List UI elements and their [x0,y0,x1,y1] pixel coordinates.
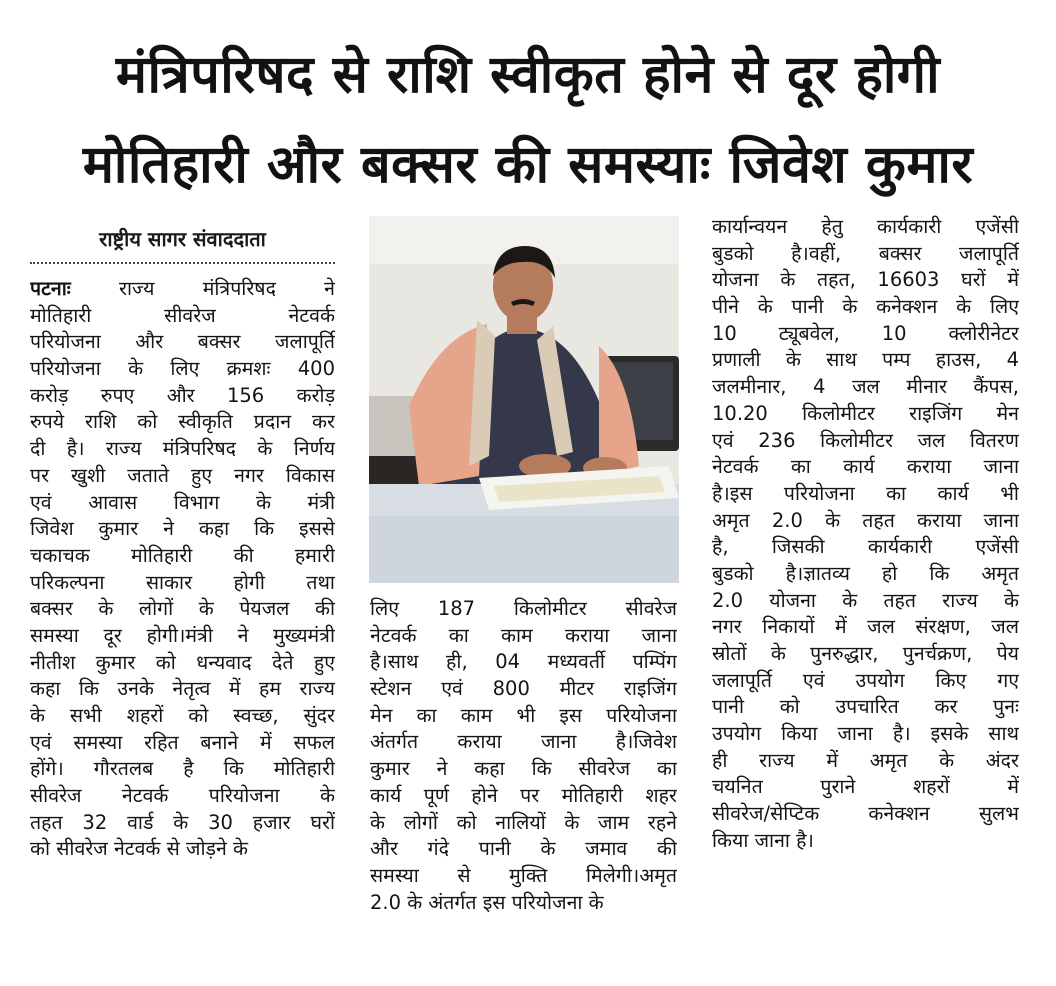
article-column-middle [370,596,677,916]
byline: राष्ट्रीय सागर संवाददाता [99,227,266,251]
text-line: 10.20 किलोमीटर राइजिंग मेन [712,401,1019,425]
text-line: समस्या से मुक्ति मिलेगी।अमृत [370,863,677,887]
text-line: एवं 236 किलोमीटर जल वितरण [712,428,1019,452]
text-line: रुपये राशि को स्वीकृति प्रदान कर [30,410,335,434]
article-photo [369,216,679,583]
text-line: बुडको है।वहीं, बक्सर जलापूर्ति [712,241,1019,265]
text-line: जिवेश कुमार ने कहा कि इससे [30,517,335,541]
text-line: लिए 187 किलोमीटर सीवरेज [370,597,677,620]
text-line: परियोजना के लिए क्रमशः 400 [30,357,335,381]
text-line: प्रणाली के साथ पम्प हाउस, 4 [712,348,1019,372]
text-line: नेटवर्क का काम कराया जाना [370,623,677,647]
text-line: दी है। राज्य मंत्रिपरिषद के निर्णय [30,437,335,461]
text-line: एवं आवास विभाग के मंत्री [30,490,335,514]
text-line: पानी को उपचारित कर पुनः [712,695,1019,719]
text-line [30,276,335,303]
text-line: है।साथ ही, 04 मध्यवर्ती पम्पिंग [370,650,677,674]
text-line: मेन का काम भी इस परियोजना [370,703,677,727]
text-line: और गंदे पानी के जमाव की [370,837,677,861]
text-line: अमृत 2.0 के तहत कराया जाना [712,508,1019,532]
text-line: नगर निकायों में जल संरक्षण, जल [712,615,1019,639]
text-line: के सभी शहरों को स्वच्छ, सुंदर [30,704,335,727]
text-line: स्टेशन एवं 800 मीटर राइजिंग [370,677,677,701]
text-line: परियोजना और बक्सर जलापूर्ति [30,330,335,354]
text-line: पर खुशी जताते हुए नगर विकास [30,463,335,487]
text-line: नीतीश कुमार को धन्यवाद देते हुए [30,650,335,674]
text-line: चकाचक मोतिहारी की हमारी [30,543,335,567]
text-line: करोड़ रुपए और 156 करोड़ [30,383,335,407]
text-line: होंगे। गौरतलब है कि मोतिहारी [30,757,335,781]
text-line: कहा कि उनके नेतृत्व में हम राज्य [30,677,335,701]
text-line: 2.0 के अंतर्गत इस परियोजना के [370,890,604,914]
headline-line-2: मोतिहारी और बक्सर की समस्याः जिवेश कुमार [82,135,974,195]
article-column-right [712,214,1019,855]
text-line: को सीवरेज नेटवर्क से जोड़ने के [30,837,248,861]
article-column-left [30,276,335,863]
text-line: बक्सर के लोगों के पेयजल की [30,597,335,621]
text-line-content: राज्य मंत्रिपरिषद ने [118,277,335,300]
text-line: है, जिसकी कार्यकारी एजेंसी [712,535,1019,559]
text-line: चयनित पुराने शहरों में [712,775,1019,799]
text-line: सीवरेज/सेप्टिक कनेक्शन सुलभ [712,802,1019,826]
text-line: उपयोग किया जाना है। इसके साथ [712,722,1019,746]
text-line: जलापूर्ति एवं उपयोग किए गए [712,668,1019,692]
portrait-photo-icon [369,216,679,583]
text-line: ही राज्य में अमृत के अंदर [712,748,1019,772]
text-line: 10 ट्यूबवेल, 10 क्लोरीनेटर [712,321,1019,345]
byline-divider [30,262,335,264]
text-line: किया जाना है। [712,828,814,852]
text-line: कार्य पूर्ण होने पर मोतिहारी शहर [370,783,677,807]
text-line: स्रोतों के पुनरुद्धार, पुनर्चक्रण, पेय [712,642,1019,665]
text-line: एवं समस्या रहित बनाने में सफल [30,730,335,754]
text-line: परिकल्पना साकार होगी तथा [30,570,335,594]
text-line: सीवरेज नेटवर्क परियोजना के [30,784,335,808]
text-line: 2.0 योजना के तहत राज्य के [712,588,1019,612]
dateline: पटनाः [30,277,71,300]
text-line: कार्यान्वयन हेतु कार्यकारी एजेंसी [712,215,1019,238]
text-line: योजना के तहत, 16603 घरों में [712,268,1019,292]
text-line: जलमीनार, 4 जल मीनार कैंपस, [712,375,1019,399]
text-line: नेटवर्क का कार्य कराया जाना [712,455,1019,479]
text-line: समस्या दूर होगी।मंत्री ने मुख्यमंत्री [30,623,335,647]
text-line: कुमार ने कहा कि सीवरेज का [370,757,677,781]
headline-line-1: मंत्रिपरिषद से राशि स्वीकृत होने से दूर होगी [115,45,941,105]
text-line: है।इस परियोजना का कार्य भी [712,481,1019,505]
text-line: बुडको है।ज्ञातव्य हो कि अमृत [712,561,1019,585]
text-line: अंतर्गत कराया जाना है।जिवेश [370,730,677,754]
text-line: तहत 32 वार्ड के 30 हजार घरों [30,810,335,834]
text-line: के लोगों को नालियों के जाम रहने [370,810,677,834]
text-line: मोतिहारी सीवरेज नेटवर्क [30,303,335,327]
headline [22,30,1034,210]
text-line: पीने के पानी के कनेक्शन के लिए [712,295,1019,319]
